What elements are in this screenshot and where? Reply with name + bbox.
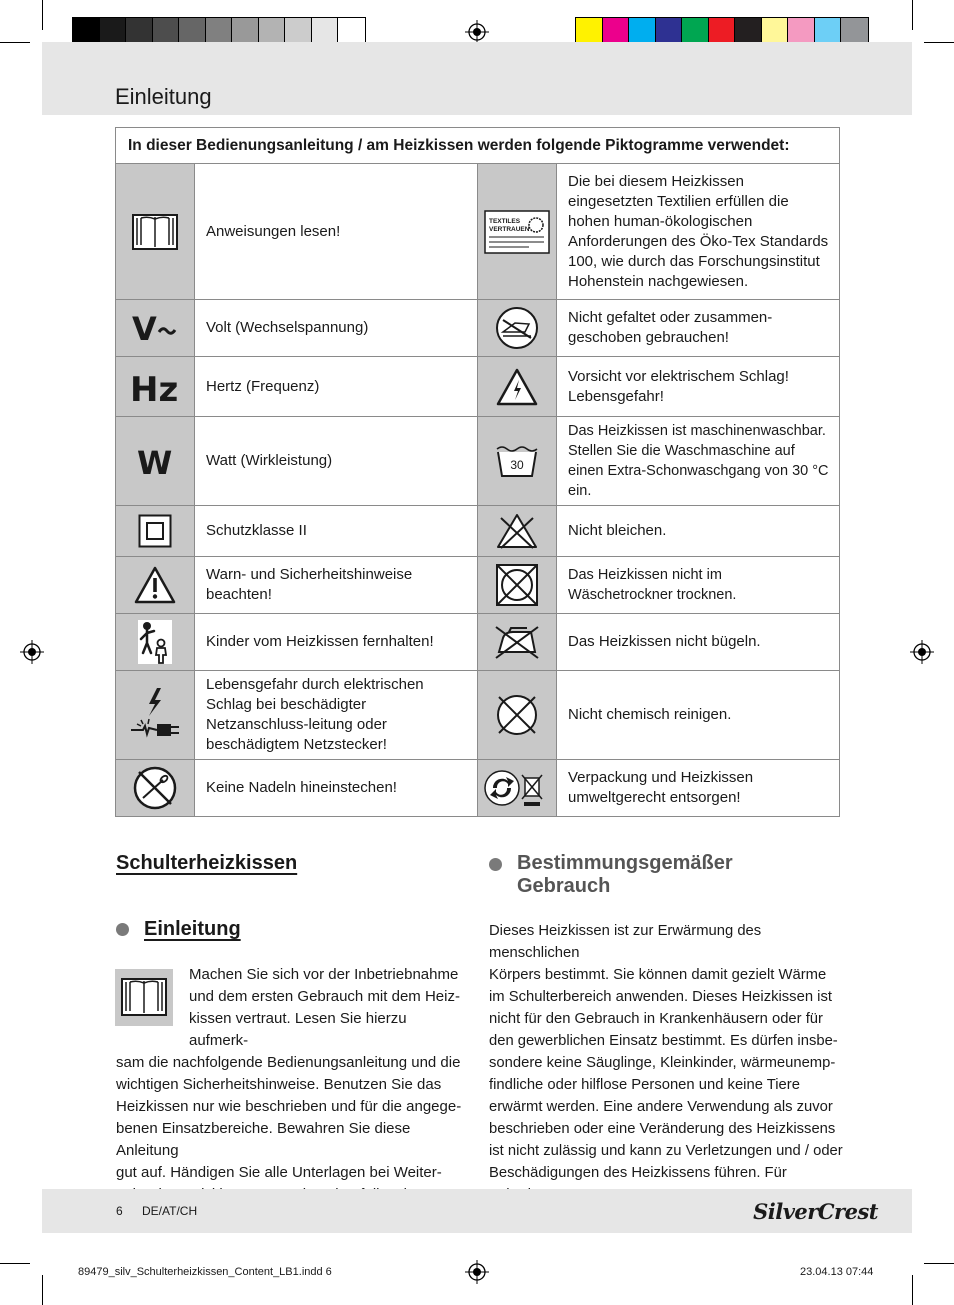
- pictogram-label: Die bei diesem Heizkissen eingesetzten Textilien erfüllen die hohen human-ökologischen Anforderungen des Öko-Tex Standards 100, wie durch das Forschungsinstitut Hohenstein nachgewiesen.: [557, 164, 840, 300]
- text-line: gut auf. Händigen Sie alle Unterlagen bei Weiter-: [116, 1164, 442, 1181]
- page-title: Einleitung: [115, 84, 212, 109]
- pictogram-label: Nicht chemisch reinigen.: [557, 671, 840, 760]
- section-heading-bestimmungsgemaesser-gebrauch: [517, 852, 733, 898]
- crop-mark-br-h: [924, 1263, 954, 1264]
- pictogram-label: Warn- und Sicherheitshinweise beachten!: [195, 557, 478, 614]
- svg-text:Hz: Hz: [130, 369, 179, 405]
- pictogram-table-heading: In dieser Bedienungsanleitung / am Heizkissen werden folgende Piktogramme verwendet:: [116, 128, 840, 164]
- book-icon: [132, 212, 178, 252]
- crop-mark-tl-h: [0, 42, 30, 43]
- no-iron-icon: [493, 624, 541, 660]
- page-number: 6: [116, 1204, 123, 1218]
- section-bullet: [489, 858, 502, 871]
- text-line: ist nicht zulässig und kann zu Verletzungen und / oder: [489, 1143, 843, 1159]
- electric-shock-warning-icon: [496, 368, 538, 406]
- wash-temperature: 30: [510, 458, 524, 472]
- text-line: erwärmt werden. Eine andere Verwendung als zuvor: [489, 1099, 833, 1115]
- pictogram-label: Lebensgefahr durch elektrischen Schlag bei beschädigter Netzanschluss-leitung oder beschädigtem Netzstecker!: [195, 671, 478, 760]
- header-band: [42, 42, 912, 115]
- product-title: Schulterheizkissen: [116, 852, 298, 874]
- section-heading-line: Gebrauch: [517, 875, 611, 897]
- pictogram-label: Das Heizkissen nicht bügeln.: [557, 614, 840, 671]
- pictogram-label: Das Heizkissen nicht im Wäschetrockner trocknen.: [557, 557, 840, 614]
- crop-mark-tr-h: [924, 42, 954, 43]
- section-heading-line: Bestimmungsgemäßer: [517, 852, 733, 874]
- pictogram-table: [115, 127, 840, 817]
- pictogram-label: Nicht bleichen.: [557, 506, 840, 557]
- text-line: Heizkissen nur wie beschrieben und für die angege-: [116, 1098, 462, 1115]
- svg-text:TEXTILES: TEXTILES: [489, 217, 521, 225]
- crop-mark-br-v: [912, 1275, 913, 1305]
- table-row: [116, 357, 840, 417]
- pictogram-label: Verpackung und Heizkissen umweltgerecht entsorgen!: [557, 760, 840, 817]
- crop-mark-tl-v: [42, 0, 43, 30]
- section-bullet: [116, 923, 129, 936]
- slug-filename: 89479_silv_Schulterheizkissen_Content_LB1.indd 6: [78, 1266, 332, 1278]
- text-line: findliche oder hilflose Personen und keine Tiere: [489, 1077, 800, 1093]
- damaged-plug-icon: [129, 686, 181, 744]
- crop-mark-bl-h: [0, 1263, 30, 1264]
- registration-mark-icon: [910, 640, 934, 664]
- text-line: wichtigen Sicherheitshinweise. Benutzen Sie das: [116, 1076, 442, 1093]
- table-row: [116, 300, 840, 357]
- text-line: nicht für den Gebrauch in Krankenhäusern oder für: [489, 1011, 823, 1027]
- locale-label: DE/AT/CH: [142, 1204, 198, 1218]
- pictogram-label: Schutzklasse II: [195, 506, 478, 557]
- svg-text:VERTRAUEN: VERTRAUEN: [489, 225, 530, 233]
- registration-mark-icon: [465, 20, 489, 44]
- wash-30-icon: [495, 443, 539, 479]
- keep-away-children-icon: [137, 619, 173, 665]
- text-line: sam die nachfolgende Bedienungsanleitung und die: [116, 1054, 461, 1071]
- table-row: [116, 506, 840, 557]
- text-line: sondere keine Säuglinge, Kleinkinder, wärmeunemp-: [489, 1055, 836, 1071]
- no-needles-icon: [133, 766, 177, 810]
- text-line: Beschädigungen des Heizkissens führen. Für: [489, 1165, 787, 1181]
- no-tumble-dry-icon: [495, 563, 539, 607]
- text-line: beschrieben oder eine Veränderung des Heizkissens: [489, 1121, 836, 1137]
- pictogram-label: Das Heizkissen ist maschinenwaschbar. Stellen Sie die Waschmaschine auf einen Extra-Schonwaschgang von 30 °C ein.: [557, 417, 840, 506]
- volt-ac-icon: [130, 312, 180, 344]
- text-line: im Schulterbereich anwenden. Dieses Heizkissen ist: [489, 989, 832, 1005]
- table-row: [116, 417, 840, 506]
- watt-icon: [135, 445, 175, 477]
- pictogram-label: Anweisungen lesen!: [195, 164, 478, 300]
- text-line: und dem ersten Gebrauch mit dem Heiz-: [189, 988, 460, 1005]
- pictogram-label: Vorsicht vor elektrischem Schlag! Lebensgefahr!: [557, 357, 840, 417]
- text-line: benen Einsatzbereiche. Bewahren Sie diese Anleitung: [116, 1120, 411, 1159]
- pictogram-label: Volt (Wechselspannung): [195, 300, 478, 357]
- warning-triangle-icon: [134, 566, 176, 604]
- slug-date: 23.04.13 07:44: [800, 1266, 874, 1278]
- table-row: [116, 614, 840, 671]
- intro-text: [116, 964, 466, 1206]
- svg-text:W: W: [137, 445, 173, 477]
- registration-mark-icon: [20, 640, 44, 664]
- table-row: [116, 164, 840, 300]
- oeko-tex-label-icon: [484, 210, 550, 254]
- pictogram-label: Hertz (Frequenz): [195, 357, 478, 417]
- crop-mark-tr-v: [912, 0, 913, 30]
- no-dry-clean-icon: [495, 693, 539, 737]
- text-line: den gewerblichen Einsatz bestimmt. Es dürfen insbe-: [489, 1033, 838, 1049]
- brand-logo: SilverCrest: [753, 1199, 878, 1224]
- table-row: [116, 760, 840, 817]
- protection-class-2-icon: [138, 514, 172, 548]
- intended-use-text: [489, 920, 849, 1206]
- pictogram-label: Kinder vom Heizkissen fernhalten!: [195, 614, 478, 671]
- hertz-icon: [128, 369, 182, 405]
- registration-mark-icon: [465, 1260, 489, 1284]
- no-bleach-icon: [495, 512, 539, 550]
- table-row: [116, 557, 840, 614]
- section-heading-einleitung: Einleitung: [144, 918, 241, 940]
- no-fold-icon: [495, 306, 539, 350]
- text-line: Machen Sie sich vor der Inbetriebnahme: [189, 966, 459, 983]
- pictogram-label: Nicht gefaltet oder zusammen-geschoben gebrauchen!: [557, 300, 840, 357]
- crop-mark-bl-v: [42, 1275, 43, 1305]
- recycling-icon: [484, 768, 550, 808]
- text-line: Dieses Heizkissen ist zur Erwärmung des menschlichen: [489, 923, 762, 961]
- svg-text:V: V: [132, 312, 157, 344]
- pictogram-label: Keine Nadeln hineinstechen!: [195, 760, 478, 817]
- text-line: Körpers bestimmt. Sie können damit gezielt Wärme: [489, 967, 827, 983]
- pictogram-label: Watt (Wirkleistung): [195, 417, 478, 506]
- table-row: [116, 671, 840, 760]
- text-line: kissen vertraut. Lesen Sie hierzu aufmerk-: [189, 1010, 407, 1049]
